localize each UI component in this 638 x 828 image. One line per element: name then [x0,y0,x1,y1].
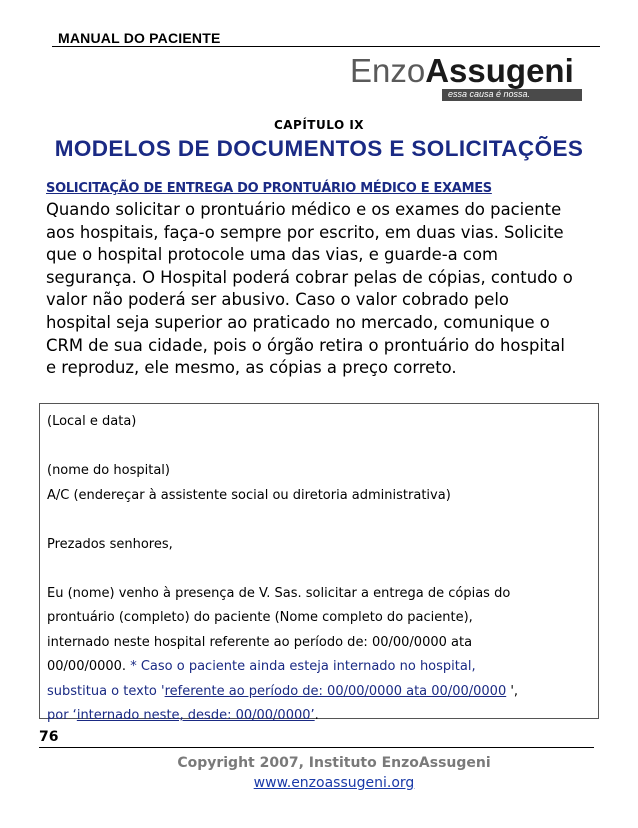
letter-greeting: Prezados senhores, [47,536,173,552]
intro-line: CRM de sua cidade, pois o órgão retira o prontuário do hospital [46,335,565,355]
footer-rule [39,747,594,748]
page-number: 76 [39,729,59,745]
chapter-label: CAPÍTULO IX [273,118,365,132]
intro-line: aos hospitais, faça-o sempre por escrito, em duas vias. Solicite [46,222,564,242]
letter-hospital-name: (nome do hospital) [47,463,170,478]
letter-placeholder-text: referente ao período de: 00/00/0000 ata 00/00/0000 [164,683,507,699]
logo-tagline: essa causa é nossa. [448,89,531,99]
letter-note-line: por ‘internado neste, desde: 00/00/0000’. [47,708,319,723]
intro-line: valor não poderá ser abusivo. Caso o valor cobrado pelo [46,290,509,310]
intro-line: que o hospital protocole uma das vias, e guarde-a com [46,245,498,265]
letter-note-line: substitua o texto 'referente ao período de: 00/00/0000 ata 00/00/0000 ', [47,683,519,699]
manual-title: MANUAL DO PACIENTE [58,30,221,46]
letter-body-line: 00/00/0000. * Caso o paciente ainda esteja internado no hospital, [47,659,476,674]
website-link[interactable]: www.enzoassugeni.org [253,775,415,791]
enzoassugeni-logo [350,54,590,98]
letter-attention: A/C (endereçar à assistente social ou diretoria administrativa) [47,487,451,503]
intro-line: Quando solicitar o prontuário médico e os exames do paciente [46,200,562,219]
intro-line: hospital seja superior ao praticado no mercado, comunique o [46,312,550,332]
intro-paragraph [46,199,606,380]
letter-body-line: Eu (nome) venho à presença de V. Sas. solicitar a entrega de cópias do [47,585,511,601]
header-rule [52,46,600,47]
page-title: MODELOS DE DOCUMENTOS E SOLICITAÇÕES [54,136,584,161]
letter-place-date: (Local e data) [47,414,137,429]
page-header [52,30,600,48]
letter-body-line: internado neste hospital referente ao período de: 00/00/0000 ata [47,634,473,650]
intro-line: segurança. O Hospital poderá cobrar pelas de cópias, contudo o [46,267,573,287]
letter-note: * Caso o paciente ainda esteja internado no hospital, [130,659,476,674]
section-heading: SOLICITAÇÃO DE ENTREGA DO PRONTUÁRIO MÉDICO E EXAMES [46,181,492,196]
letter-body-line: prontuário (completo) do paciente (Nome completo do paciente), [47,610,473,625]
letter-template-box [39,403,599,723]
logo-wordmark: EnzoAssugeni [350,52,574,89]
letter-template [47,410,593,729]
letter-replacement-text: internado neste, desde: 00/00/0000’ [76,708,315,723]
intro-line: e reproduz, ele mesmo, as cópias a preço correto. [46,358,457,378]
copyright-notice: Copyright 2007, Instituto EnzoAssugeni [177,755,491,771]
